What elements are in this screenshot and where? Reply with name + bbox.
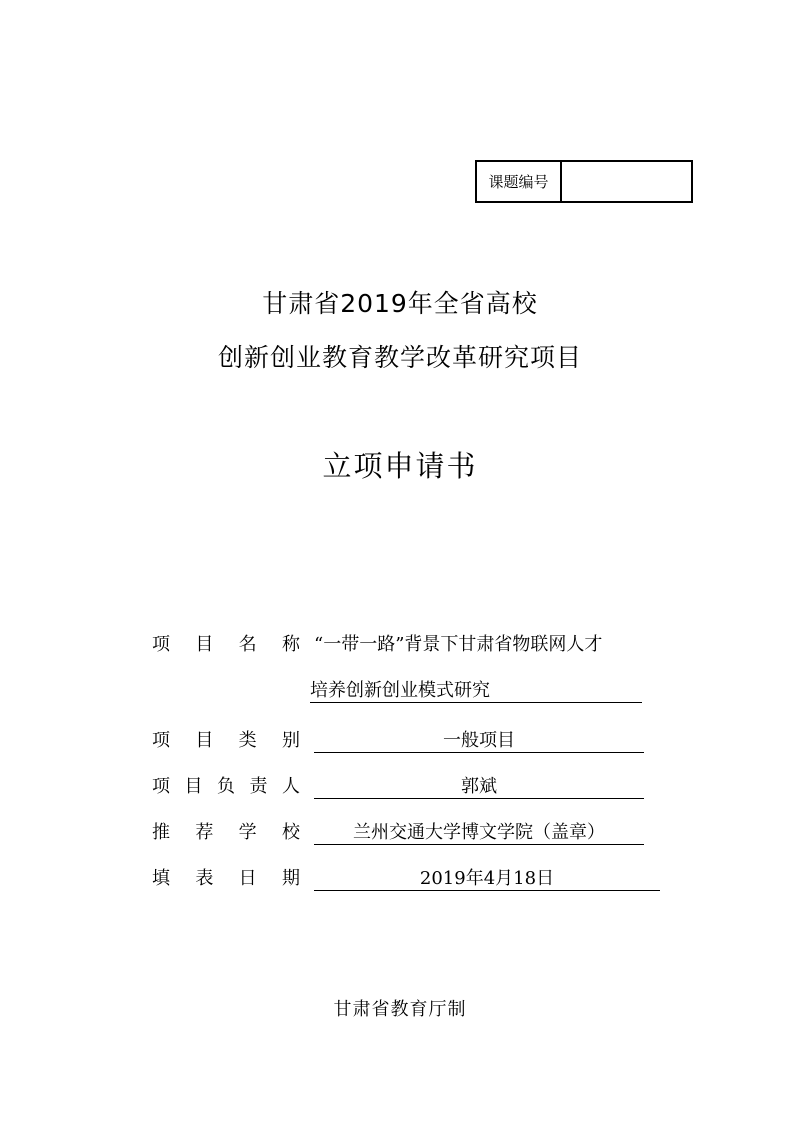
document-subtitle: 立项申请书 (322, 449, 478, 483)
project-name-value-line1: “一带一路”背景下甘肃省物联网人才 (314, 634, 603, 655)
recommending-school-label: 推 荐 学 校 (152, 822, 300, 843)
issuer-footer: 甘肃省教育厅制 (333, 999, 467, 1020)
form-row-project-leader (0, 772, 800, 804)
fill-date-value: 2019年4月18日 (314, 864, 660, 891)
fill-date-label: 填 表 日 期 (152, 868, 300, 889)
project-code-box (475, 160, 693, 203)
project-leader-value: 郭斌 (314, 772, 644, 799)
form-row-fill-date (0, 864, 800, 896)
document-title-line1: 甘肃省2019年全省高校 (262, 289, 538, 318)
project-leader-label: 项 目 负 责 人 (152, 776, 300, 797)
project-category-label: 项 目 类 别 (152, 730, 300, 751)
project-name-label: 项 目 名 称 (152, 634, 300, 655)
form-row-recommending-school (0, 818, 800, 850)
project-category-value: 一般项目 (314, 726, 644, 753)
document-title-line2: 创新创业教育教学改革研究项目 (217, 343, 582, 372)
recommending-school-value: 兰州交通大学博文学院（盖章） (314, 818, 644, 845)
project-code-label: 课题编号 (477, 162, 562, 201)
project-name-value-line2: 培养创新创业模式研究 (310, 676, 642, 703)
form-row-project-category (0, 726, 800, 758)
project-code-value[interactable] (562, 162, 691, 201)
form-row-project-name-cont (0, 676, 800, 708)
form-row-project-name (0, 630, 800, 662)
